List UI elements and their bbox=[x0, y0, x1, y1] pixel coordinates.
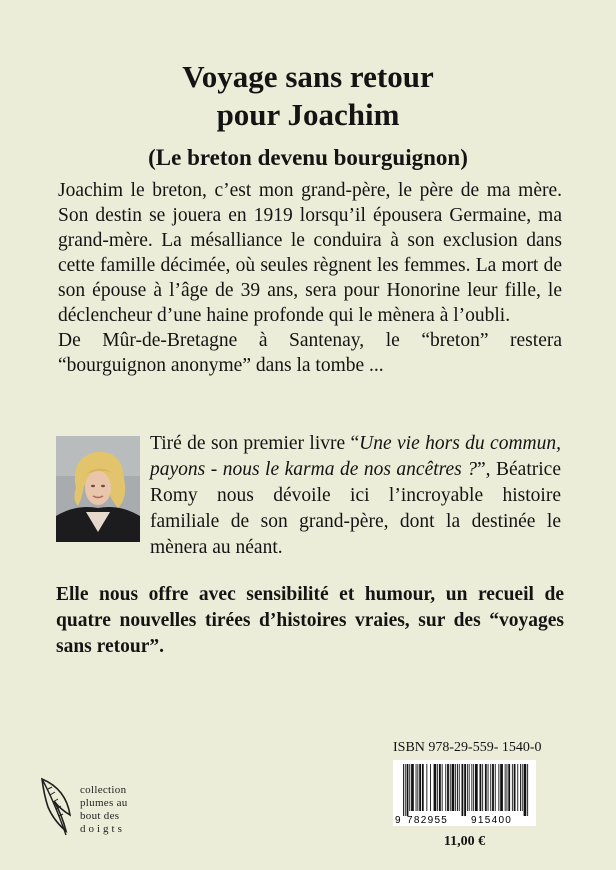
isbn-number: ISBN 978-29-559- 1540-0 bbox=[393, 740, 542, 755]
barcode-bar bbox=[455, 764, 456, 811]
collection-line-1: collection bbox=[80, 784, 127, 796]
synopsis-paragraph-2: De Mûr-de-Bretagne à Santenay, le “breton” restera “bourguignon anonyme” dans la tombe ... bbox=[58, 330, 562, 376]
barcode-bar bbox=[498, 764, 499, 811]
barcode-bar bbox=[447, 764, 449, 811]
synopsis-paragraph-1: Joachim le breton, c’est mon grand-père, le père de ma mère. Son destin se jouera en 1919 lorsqu’il épousera Germaine, ma grand-mère. La mésalliance le conduira à son exclusion dans cette famille décimée, où seules règnent les femmes. La mort de son épouse à l’âge de 39 ans, sera pour Honorine leur fille, le déclencheur d’une haine profonde qui le mènera à l’oubli. bbox=[58, 180, 562, 326]
highlight-statement bbox=[56, 582, 564, 660]
barcode-bar bbox=[439, 764, 441, 811]
barcode-bar bbox=[403, 764, 404, 816]
barcode-bar bbox=[464, 764, 466, 816]
author-description bbox=[150, 431, 561, 561]
price: 11,00 € bbox=[443, 834, 486, 849]
barcode-bar bbox=[495, 764, 496, 811]
barcode-bar bbox=[407, 764, 409, 816]
barcode-bar bbox=[473, 764, 474, 811]
barcode-bar bbox=[469, 764, 470, 811]
barcode-bar bbox=[405, 764, 406, 816]
barcode bbox=[393, 760, 536, 826]
barcode-bar bbox=[471, 764, 472, 811]
book-title bbox=[0, 58, 616, 134]
author-portrait-image bbox=[56, 436, 140, 542]
barcode-bar bbox=[430, 764, 431, 811]
barcode-bar bbox=[417, 764, 418, 811]
barcode-bar bbox=[457, 764, 458, 811]
barcode-bar bbox=[434, 764, 437, 811]
book-subtitle: (Le breton devenu bourguignon) bbox=[148, 145, 468, 170]
barcode-lead-digit: 9 bbox=[395, 815, 401, 826]
barcode-bar bbox=[520, 764, 521, 811]
barcode-bar bbox=[500, 764, 503, 811]
barcode-bar bbox=[492, 764, 494, 811]
barcode-bar bbox=[462, 764, 464, 816]
synopsis bbox=[58, 178, 562, 378]
author-description-intro: Tiré de son premier livre “ bbox=[150, 433, 360, 454]
barcode-bar bbox=[527, 764, 528, 816]
author-description-outro: ”, Béatrice Romy nous dévoile ici l’incroyable histoire familiale de son grand-père, dont la destinée le mènera au néant. bbox=[150, 459, 561, 558]
barcode-bar bbox=[416, 764, 417, 811]
barcode-bar bbox=[482, 764, 483, 811]
barcode-bar bbox=[517, 764, 518, 811]
barcode-bar bbox=[411, 764, 414, 811]
barcode-bar bbox=[442, 764, 443, 811]
barcode-bar bbox=[459, 764, 460, 811]
previous-book-title: Une vie hors du commun, payons - nous le karma de nos ancêtres ? bbox=[150, 433, 561, 480]
barcode-group-2: 915400 bbox=[471, 815, 513, 826]
barcode-bar bbox=[490, 764, 491, 811]
collection-name bbox=[80, 784, 128, 836]
barcode-bar bbox=[485, 764, 487, 811]
collection-line-3: bout des bbox=[80, 810, 120, 822]
barcode-bar bbox=[422, 764, 424, 811]
barcode-bar bbox=[505, 764, 506, 811]
barcode-bar bbox=[419, 764, 421, 811]
barcode-bar bbox=[426, 764, 427, 811]
barcode-bar bbox=[475, 764, 478, 811]
barcode-bar bbox=[445, 764, 446, 811]
barcode-bar bbox=[480, 764, 482, 811]
barcode-bar bbox=[508, 764, 510, 811]
author-photo bbox=[56, 436, 140, 542]
collection-line-4: doigts bbox=[80, 823, 125, 835]
barcode-bar bbox=[452, 764, 455, 811]
book-title-line-1: Voyage sans retour bbox=[182, 59, 434, 94]
barcode-group-1: 782955 bbox=[407, 815, 449, 826]
barcode-bar bbox=[467, 764, 468, 811]
collection-line-2: plumes au bbox=[80, 797, 128, 809]
barcode-bar bbox=[437, 764, 438, 811]
barcode-bars bbox=[393, 760, 536, 826]
barcode-bar bbox=[524, 764, 527, 816]
barcode-bar bbox=[488, 764, 489, 811]
highlight-text: Elle nous offre avec sensibilité et humour, un recueil de quatre nouvelles tirées d’histoires vraies, sur des “voyages sans retour”. bbox=[56, 584, 564, 657]
barcode-bar bbox=[522, 764, 523, 811]
book-title-line-2: pour Joachim bbox=[216, 97, 400, 132]
barcode-bar bbox=[514, 764, 516, 811]
feather-quill-icon bbox=[36, 775, 76, 844]
barcode-bar bbox=[409, 764, 410, 811]
barcode-bar bbox=[512, 764, 513, 811]
author-description-text bbox=[150, 431, 561, 561]
barcode-bar bbox=[450, 764, 451, 811]
barcode-bar bbox=[507, 764, 508, 811]
